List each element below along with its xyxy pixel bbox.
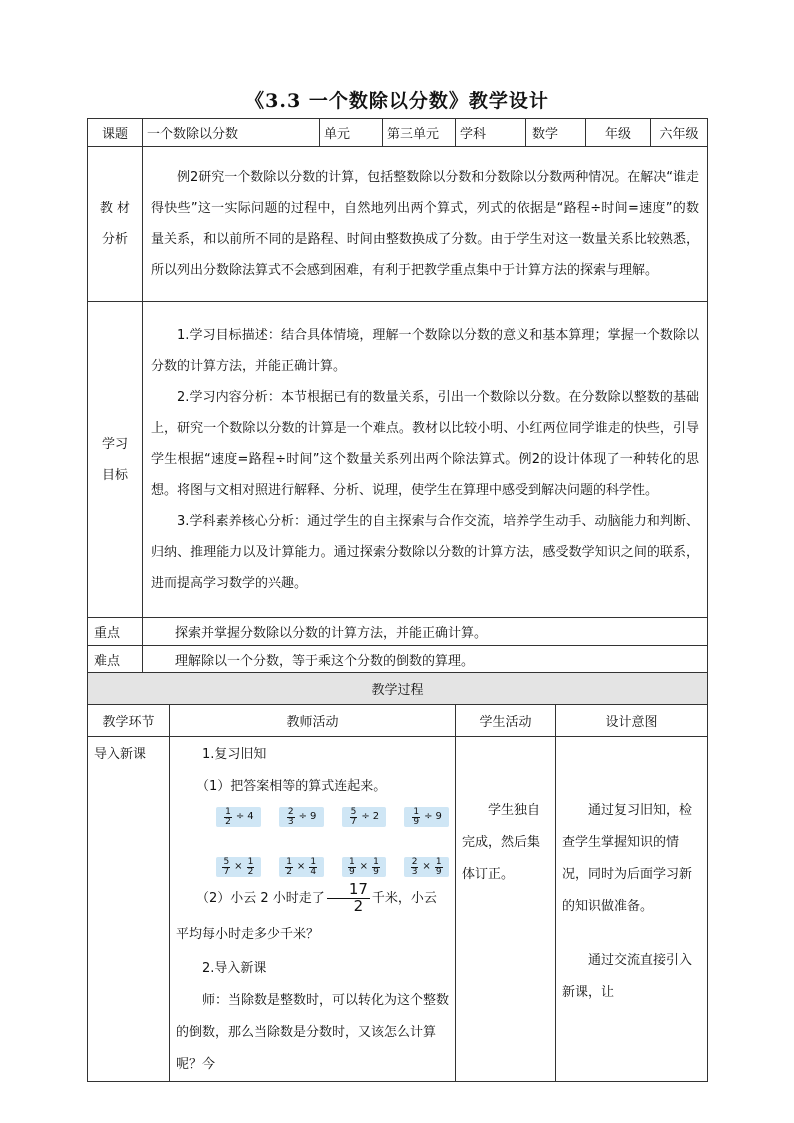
lesson-plan-table: [87, 118, 708, 1082]
process-header-row: [88, 705, 708, 737]
goals-row: [88, 302, 708, 618]
col-student-header: 学生活动: [456, 705, 556, 737]
stage-cell: 导入新课: [88, 737, 170, 1082]
difficulty-row: [88, 646, 708, 673]
operator: ×: [422, 861, 431, 872]
fraction: $\frac{1}{9}$: [373, 856, 379, 877]
fraction: $\frac{1}{2}$: [225, 806, 231, 827]
grade-label: 年级: [586, 119, 651, 147]
teacher-activity-cell: [170, 737, 456, 1082]
expression-card: [342, 857, 387, 877]
operator: ÷: [361, 811, 370, 822]
operand: 9: [435, 811, 442, 822]
expression-card: [404, 857, 449, 877]
col-intent-header: 设计意图: [556, 705, 708, 737]
goal-3: 3.学科素养核心分析：通过学生的自主探索与合作交流，培养学生动手、动脑能力和判断、归纳、推理能力以及计算能力。通过探索分数除以分数的计算方法，感受数学知识之间的联系，进而提高学习数学的兴趣。: [151, 514, 700, 591]
expression-card: [216, 857, 261, 877]
review-question-2: （2）小云 2 小时走了 $\frac{17}{2}$ 千米，小云平均每小时走多少千米？: [176, 880, 437, 942]
review-question-1: （1）把答案相等的算式连起来。: [196, 779, 387, 794]
operator: ×: [359, 861, 369, 872]
key-point-text: 探索并掌握分数除以分数的计算方法，并能正确计算。: [143, 618, 708, 646]
intro-title: 2.导入新课: [202, 961, 267, 976]
operator: ×: [296, 861, 306, 872]
goal-1: 1.学习目标描述：结合具体情境，理解一个数除以分数的意义和基本算理；掌握一个数除以分数的计算方法，并能正确计算。: [151, 328, 700, 374]
operand: 4: [247, 811, 254, 822]
operand: 9: [310, 811, 317, 822]
goal-2: 2.学习内容分析：本节根据已有的数量关系，引出一个数除以分数。在分数除以整数的基础上，研究一个数除以分数的计算是一个难点。教材以比较小明、小红两位同学谁走的快些，引导学生根据“速度=路程÷时间”这个数量关系列出两个除法算式。例2的设计体现了一种转化的思想。将图与文相对照进行解释、分析、说理，使学生在算理中感受到解决问题的科学性。: [151, 390, 700, 498]
difficulty-label: 难点: [88, 646, 143, 673]
analysis-label: 教 材 分析: [88, 147, 143, 302]
review-title: 1.复习旧知: [202, 747, 267, 762]
key-point-label: 重点: [88, 618, 143, 646]
goals-text-cell: [143, 302, 708, 618]
subject-value: 数学: [526, 119, 586, 147]
page-title: 《3.3 一个数除以分数》教学设计: [245, 90, 549, 112]
process-intro-row: [88, 737, 708, 1082]
difficulty-text: 理解除以一个分数，等于乘这个分数的倒数的算理。: [143, 646, 708, 673]
expression-card: [404, 807, 449, 827]
col-stage-header: 教学环节: [88, 705, 170, 737]
expression-card: [216, 807, 261, 827]
expression-row-1: [176, 803, 449, 831]
fraction: $\frac{2}{3}$: [287, 806, 294, 827]
operand: 2: [372, 811, 380, 822]
unit-value: 第三单元: [383, 119, 456, 147]
subject-label: 学科: [456, 119, 526, 147]
info-row: [88, 119, 708, 147]
student-activity-cell: [456, 737, 556, 1082]
operator: ÷: [298, 811, 307, 822]
fraction: $\frac{1}{2}$: [286, 856, 292, 877]
distance-fraction: $\frac{17}{2}$: [327, 882, 370, 915]
col-teacher-header: 教师活动: [170, 705, 456, 737]
process-title: 教学过程: [88, 673, 708, 705]
operator: ×: [234, 861, 243, 872]
fraction: $\frac{1}{4}$: [310, 856, 317, 877]
grade-value: 六年级: [651, 119, 708, 147]
intent-cell: [556, 737, 708, 1082]
fraction: $\frac{1}{9}$: [348, 856, 355, 877]
topic-value: 一个数除以分数: [143, 119, 320, 147]
topic-label: 课题: [88, 119, 143, 147]
intent-text-1: 通过复习旧知，检查学生掌握知识的情况，同时为后面学习新的知识做准备。: [562, 803, 693, 914]
expression-row-2: [176, 853, 449, 881]
goals-label: 学习 目标: [88, 302, 143, 618]
analysis-row: [88, 147, 708, 302]
unit-label: 单元: [320, 119, 383, 147]
operator: ÷: [424, 811, 433, 822]
analysis-text: 例2研究一个数除以分数的计算，包括整数除以分数和分数除以分数两种情况。在解决“谁走得快些”这一实际问题的过程中，自然地列出两个算式，列式的依据是“路程÷时间=速度”的数量关系，和以前所不同的是路程、时间由整数换成了分数。由于学生对这一数量关系比较熟悉，所以列出分数除法算式不会感到困难，有利于把教学重点集中于计算方法的探索与理解。: [151, 170, 700, 278]
student-activity-text: 学生独自完成，然后集体订正。: [462, 803, 541, 882]
fraction: $\frac{1}{9}$: [435, 856, 442, 877]
process-title-row: [88, 673, 708, 705]
expression-card: [279, 807, 324, 827]
expression-card: [279, 857, 324, 877]
fraction: $\frac{2}{3}$: [411, 856, 418, 877]
intent-text-2: 通过交流直接引入新课，让: [562, 953, 693, 1000]
fraction: $\frac{1}{9}$: [413, 806, 420, 827]
fraction: $\frac{5}{7}$: [350, 806, 357, 827]
operator: ÷: [235, 811, 245, 822]
fraction: $\frac{1}{2}$: [247, 856, 254, 877]
analysis-text-cell: [143, 147, 708, 302]
fraction: $\frac{5}{7}$: [223, 856, 230, 877]
intro-text: 师：当除数是整数时，可以转化为这个整数的倒数，那么当除数是分数时，又该怎么计算呢？今: [176, 993, 450, 1072]
expression-card: [342, 807, 387, 827]
key-point-row: [88, 618, 708, 646]
